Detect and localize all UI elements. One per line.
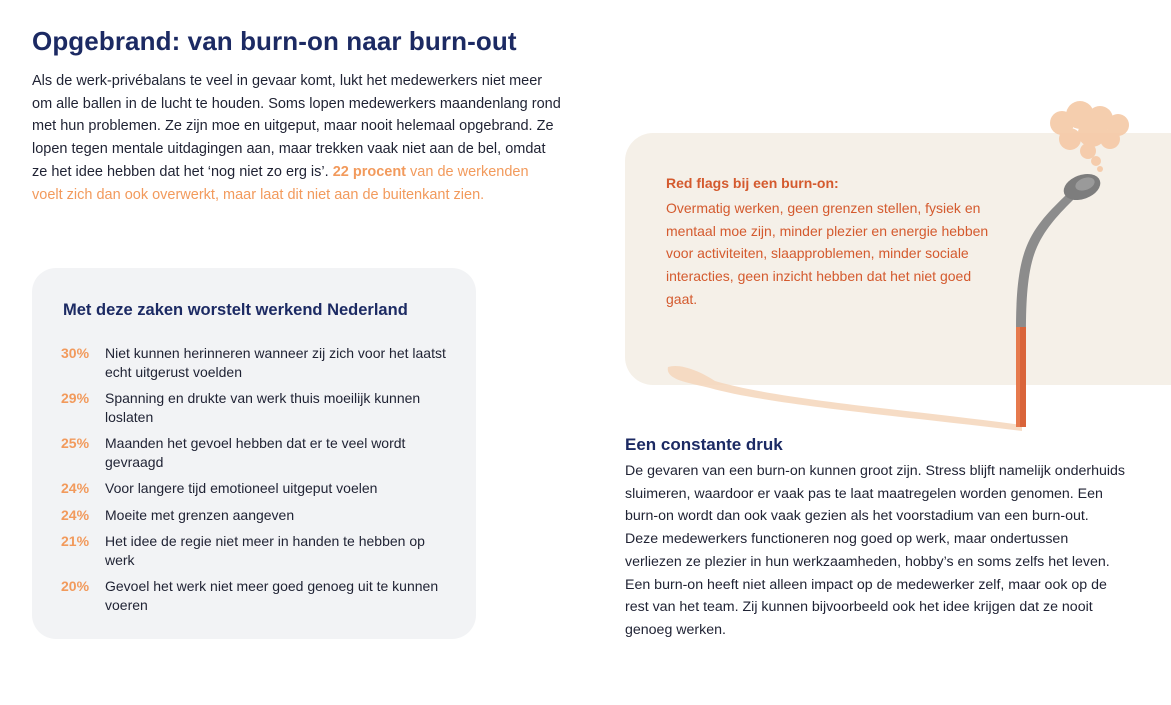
stat-text: Maanden het gevoel hebben dat er te veel wordt gevraagd	[105, 435, 406, 470]
stat-text: Voor langere tijd emotioneel uitgeput voelen	[105, 480, 378, 496]
list-item	[61, 577, 456, 614]
stat-text: Niet kunnen herinneren wanneer zij zich voor het laatst echt uitgerust voelden	[105, 345, 446, 380]
intro-text-end: van de werkenden voelt zich dan ook overwerkt, maar laat dit niet aan de buitenkant zien.	[32, 163, 529, 203]
list-item	[61, 344, 456, 381]
list-item	[61, 479, 456, 498]
stat-text: Spanning en drukte van werk thuis moeilijk kunnen loslaten	[105, 390, 421, 425]
stats-card	[32, 268, 476, 639]
list-item	[61, 532, 456, 569]
red-flags-heading: Red flags bij een burn-on:	[666, 175, 839, 191]
intro-highlight: 22 procent	[332, 163, 407, 180]
stat-percentage: 24%	[61, 480, 90, 496]
stat-text: Gevoel het werk niet meer goed genoeg uit te kunnen voeren	[105, 578, 439, 613]
stat-percentage: 29%	[61, 390, 90, 406]
list-item	[61, 506, 456, 525]
list-item	[61, 434, 456, 471]
stat-percentage: 21%	[61, 533, 90, 549]
stat-percentage: 30%	[61, 345, 90, 361]
section-heading: Een constante druk	[625, 435, 783, 454]
list-item	[61, 389, 456, 426]
stat-percentage: 24%	[61, 506, 90, 523]
stats-list	[61, 344, 456, 622]
stats-heading: Met deze zaken worstelt werkend Nederland	[63, 301, 408, 319]
stat-text: Het idee de regie niet meer in handen te hebben op werk	[105, 533, 425, 568]
red-flags-text: Overmatig werken, geen grenzen stellen, fysiek en mentaal moe zijn, minder plezier en energie hebben voor activiteiten, slaapproblemen, minder sociale interacties, geen inzicht hebben dat het niet goed gaat.	[666, 200, 989, 307]
stat-percentage: 20%	[61, 578, 90, 594]
intro-text: Als de werk-privébalans te veel in gevaar komt, lukt het medewerkers niet meer om alle ballen in de lucht te houden. Soms lopen medewerkers maandenlang rond met hun problemen. Ze zijn moe en uitgeput, maar nooit helemaal opgebrand. Ze lopen tegen mentale uitdagingen aan, maar trekken vaak niet aan de bel, omdat ze het idee hebben dat het ‘nog niet zo erg is’.	[32, 73, 561, 180]
intro-paragraph	[32, 70, 562, 206]
section-text: De gevaren van een burn-on kunnen groot zijn. Stress blijft namelijk onderhuids sluimeren, waardoor er vaak pas te laat maatregelen worden genomen. Een burn-on wordt dan ook vaak gezien als het voorstadium van een burn-out. Deze medewerkers functioneren nog goed op werk, maar ondertussen verliezen ze plezier in hun werkzaamheden, hobby’s en soms zelfs het leven. Een burn-on heeft niet alleen impact op de medewerker zelf, maar ook op de rest van het team. Zij kunnen bijvoorbeeld ook het idee krijgen dat ze nooit genoeg werken.	[625, 463, 1126, 638]
stat-text: Moeite met grenzen aangeven	[105, 506, 295, 523]
page-title: Opgebrand: van burn-on naar burn-out	[32, 26, 517, 56]
stat-percentage: 25%	[61, 435, 90, 451]
